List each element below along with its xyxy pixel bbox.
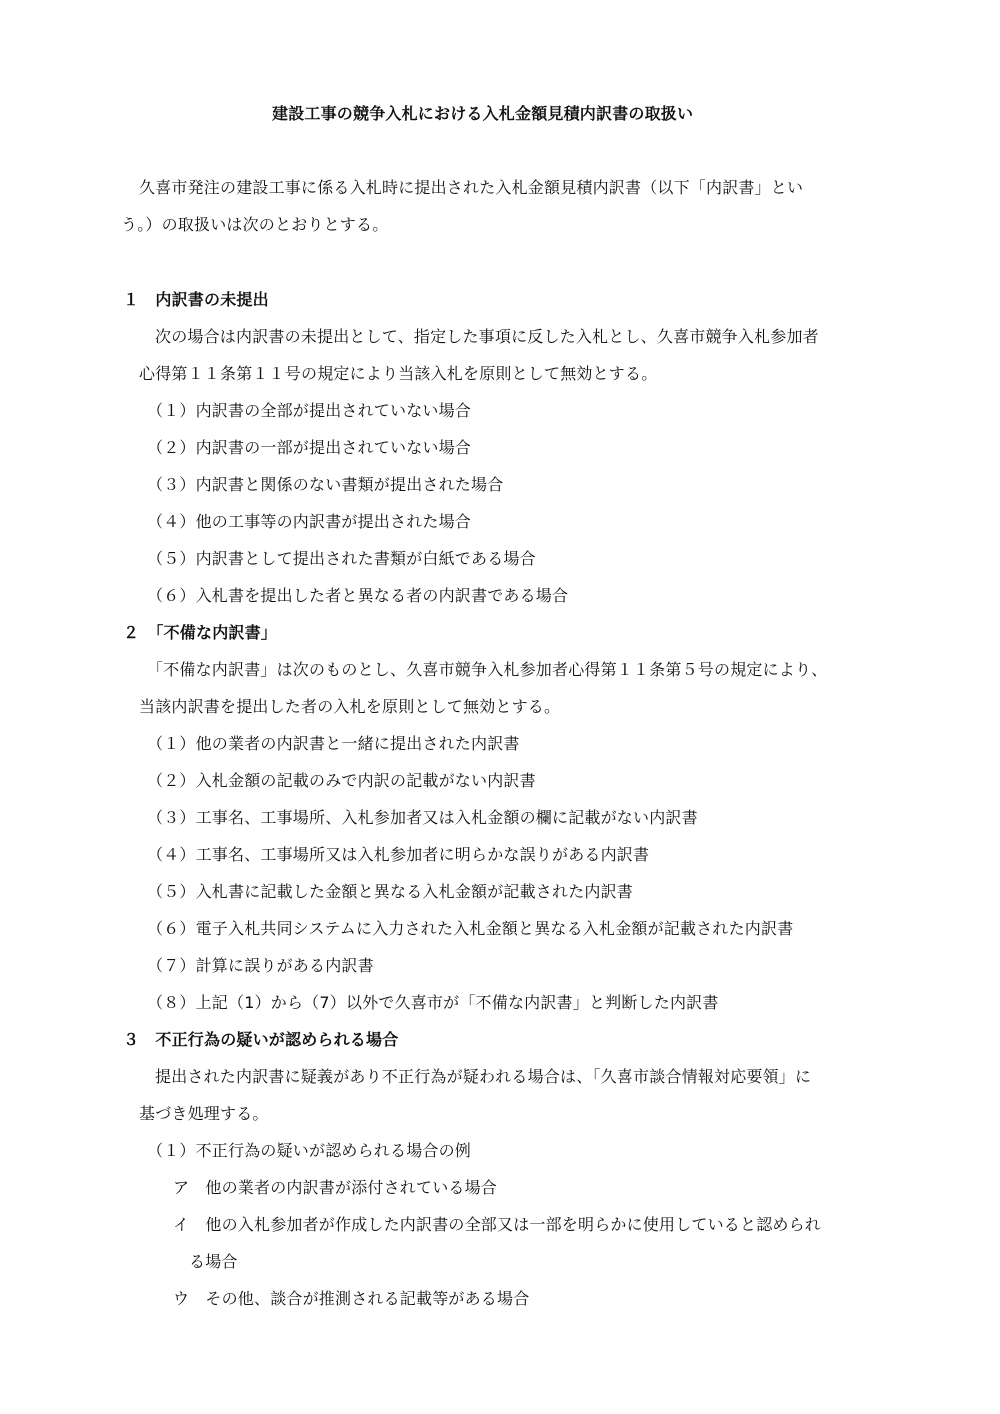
section2-body-line-1: 「不備な内訳書」は次のものとし、久喜市競争入札参加者心得第１１条第５号の規定により、 <box>147 660 828 679</box>
section3-body-line-1: 提出された内訳書に疑義があり不正行為が疑われる場合は、「久喜市談合情報対応要領」に <box>155 1067 812 1086</box>
section1-body-line-2: 心得第１１条第１１号の規定により当該入札を原則として無効とする。 <box>139 364 658 383</box>
section2-item-5: （５）入札書に記載した金額と異なる入札金額が記載された内訳書 <box>147 882 634 901</box>
section3-sub-i-line-1: イ 他の入札参加者が作成した内訳書の全部又は一部を明らかに使用していると認められ <box>173 1215 822 1234</box>
section1-item-3: （３）内訳書と関係のない書類が提出された場合 <box>147 475 504 494</box>
section3-sub-u: ウ その他、談合が推測される記載等がある場合 <box>173 1289 530 1308</box>
section3-item-1: （１）不正行為の疑いが認められる場合の例 <box>147 1141 472 1160</box>
section1-item-4: （４）他の工事等の内訳書が提出された場合 <box>147 512 472 531</box>
section2-item-1: （１）他の業者の内訳書と一緒に提出された内訳書 <box>147 734 520 753</box>
intro-line-1: 久喜市発注の建設工事に係る入札時に提出された入札金額見積内訳書（以下「内訳書」とい <box>139 178 804 197</box>
section1-item-5: （５）内訳書として提出された書類が白紙である場合 <box>147 549 536 568</box>
section2-body-line-2: 当該内訳書を提出した者の入札を原則として無効とする。 <box>139 697 561 716</box>
section2-item-6: （６）電子入札共同システムに入力された入札金額と異なる入札金額が記載された内訳書 <box>147 919 794 938</box>
section1-heading: １ 内訳書の未提出 <box>123 290 269 309</box>
section1-item-1: （１）内訳書の全部が提出されていない場合 <box>147 401 472 420</box>
document-title: 建設工事の競争入札における入札金額見積内訳書の取扱い <box>272 104 694 123</box>
section3-sub-i-line-2: る場合 <box>189 1252 238 1271</box>
section2-item-3: （３）工事名、工事場所、入札参加者又は入札金額の欄に記載がない内訳書 <box>147 808 698 827</box>
section1-body-line-1: 次の場合は内訳書の未提出として、指定した事項に反した入札とし、久喜市競争入札参加者 <box>155 327 819 346</box>
intro-line-2: う。）の取扱いは次のとおりとする。 <box>121 215 389 234</box>
section2-heading: ２ 「不備な内訳書」 <box>123 623 278 642</box>
section3-sub-a: ア 他の業者の内訳書が添付されている場合 <box>173 1178 498 1197</box>
section2-item-7: （７）計算に誤りがある内訳書 <box>147 956 374 975</box>
section2-item-4: （４）工事名、工事場所又は入札参加者に明らかな誤りがある内訳書 <box>147 845 650 864</box>
section1-item-2: （２）内訳書の一部が提出されていない場合 <box>147 438 472 457</box>
section1-item-6: （６）入札書を提出した者と異なる者の内訳書である場合 <box>147 586 569 605</box>
section3-heading: ３ 不正行為の疑いが認められる場合 <box>123 1030 399 1049</box>
section2-item-8: （８）上記（1）から（7）以外で久喜市が「不備な内訳書」と判断した内訳書 <box>147 993 719 1012</box>
section3-body-line-2: 基づき処理する。 <box>139 1104 269 1123</box>
section2-item-2: （２）入札金額の記載のみで内訳の記載がない内訳書 <box>147 771 536 790</box>
